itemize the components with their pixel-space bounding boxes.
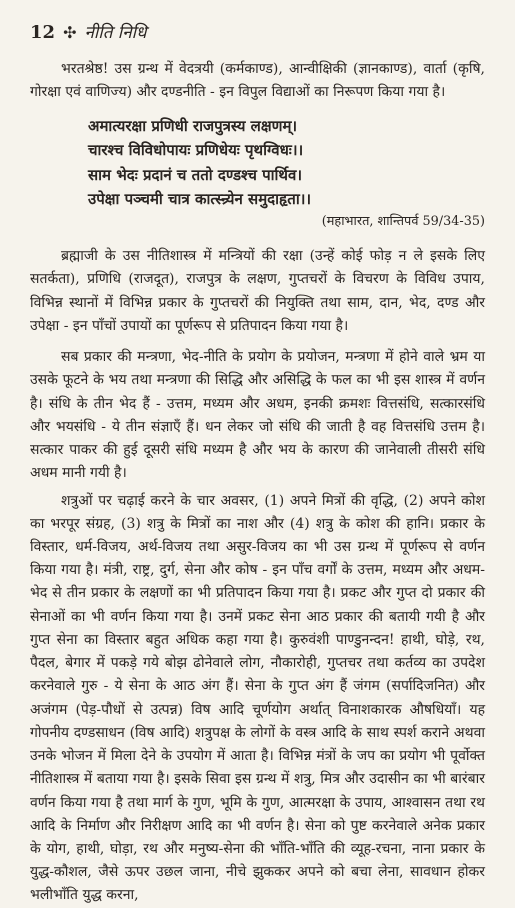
page-number: 12 (30, 22, 56, 43)
shloka-line-3: साम भेदः प्रदानं च ततो दण्डश्च पार्थिव। (88, 165, 303, 184)
shloka-line-4: उपेक्षा पञ्चमी चात्र कात्स्न्र्येन समुदाहृता।। (88, 189, 312, 208)
shloka-line-1: अमात्यरक्षा प्रणिधी राजपुत्रस्य लक्षणम्। (88, 117, 298, 136)
shloka-block (30, 114, 485, 211)
running-title: नीति निधि (84, 23, 147, 43)
paragraph-treaties: सब प्रकार की मन्त्रणा, भेद-नीति के प्रयोग के प्रयोजन, मन्त्रणा में होने वाले भ्रम या उसके फूटने के भय तथा मन्त्रणा की सिद्धि और असिद्धि के फल का भी इस शास्त्र में वर्णन है। संधि के तीन भेद हैं - उत्तम, मध्यम और अधम, इनकी क्रमशः वित्तसंधि, सत्कारसंधि और भयसंधि - ये तीन संज्ञाएँ हैं। धन लेकर जो संधि की जाती है वह वित्तसंधि उत्तम है। सत्कार पाकर की हुई दूसरी संधि मध्यम है और भय के कारण की जानेवाली तीसरी संधि अधम मानी गयी है। (30, 349, 485, 482)
shloka-line-2: चारश्च विविधोपायः प्रणिधेयः पृथग्विधः।। (88, 141, 304, 160)
paragraph-military: शत्रुओं पर चढ़ाई करने के चार अवसर, (1) अपने मित्रों की वृद्धि, (2) अपने कोश का भरपूर संग्रह, (3) शत्रु के मित्रों का नाश और (4) शत्रु के कोश की हानि। प्रकार के विस्तार, धर्म-विजय, अर्थ-विजय तथा असुर-विजय का भी उस ग्रन्थ में पूर्णरूप से वर्णन किया गया है। मंत्री, राष्ट्र, दुर्ग, सेना और कोष - इन पाँच वर्गों के उत्तम, मध्यम और अधम-भेद से तीन प्रकार के लक्षणों का भी प्रतिपादन किया गया है। प्रकट और गुप्त दो प्रकार की सेनाओं का भी वर्णन किया गया है। उनमें प्रकट सेना आठ प्रकार की बतायी गयी है और गुप्त सेना का विस्तार बहुत अधिक कहा गया है। कुरुवंशी पाण्डुनन्दन! हाथी, घोड़े, रथ, पैदल, बेगार में पकड़े गये बोझ ढोनेवाले लोग, नौकारोही, गुप्तचर तथा कर्तव्य का उपदेश करनेवाले गुरु - ये सेना के आठ अंग हैं। सेना के गुप्त अंग हैं जंगम (सर्पादिजनित) और अजंगम (पेड़-पौधों से उत्पन्न) विष आदि चूर्णयोग अर्थात् विनाशकारक औषधियाँ। यह गोपनीय दण्डसाधन (विष आदि) शत्रुपक्ष के लोगों के वस्त्र आदि के साथ स्पर्श कराने अथवा उनके भोजन में मिला देने के उपयोग में आता है। विभिन्न मंत्रों के जप का प्रयोग भी पूर्वोक्त नीतिशास्त्र में बताया गया है। इसके सिवा इस ग्रन्थ में शत्रु, मित्र और उदासीन का भी बारंबार वर्णन किया गया है तथा मार्ग के गुण, भूमि के गुण, आत्मरक्षा के उपाय, आश्वासन तथा रथ आदि के निर्माण और निरीक्षण आदि का भी वर्णन है। सेना को पुष्ट करनेवाले अनेक प्रकार के योग, हाथी, घोड़ा, रथ और मनुष्य-सेना की भाँति-भाँति की व्यूह-रचना, नाना प्रकार के युद्ध-कौशल, जैसे ऊपर उछल जाना, नीचे झुककर अपने को बचा लेना, सावधान होकर भलीभाँति युद्ध करना, (30, 492, 485, 904)
paragraph-ministers: ब्रह्माजी के उस नीतिशास्त्र में मन्त्रियों की रक्षा (उन्हें कोई फोड़ न ले इसके लिए सतर्कता), प्रणिधि (राजदूत), राजपुत्र के लक्षण, गुप्तचरों के विचरण के विविध उपाय, विभिन्न स्थानों में विभिन्न प्रकार के गुप्तचरों की नियुक्ति तथा साम, दान, भेद, दण्ड और उपेक्षा - इन पाँचों उपायों का पूर्णरूप से प्रतिपादन किया गया है। (30, 248, 485, 334)
page-header (30, 22, 485, 44)
shloka-reference: (महाभारत, शान्तिपर्व 59/34-35) (321, 214, 485, 230)
intro-paragraph: भरतश्रेष्ठ! उस ग्रन्थ में वेदत्रयी (कर्मकाण्ड), आन्वीक्षिकी (ज्ञानकाण्ड), वार्ता (कृषि, गोरक्षा एवं वाणिज्य) और दण्डनीति - इन विपुल विद्याओं का निरूपण किया गया है। (30, 60, 485, 100)
ornament-icon: ✣ (63, 23, 77, 42)
